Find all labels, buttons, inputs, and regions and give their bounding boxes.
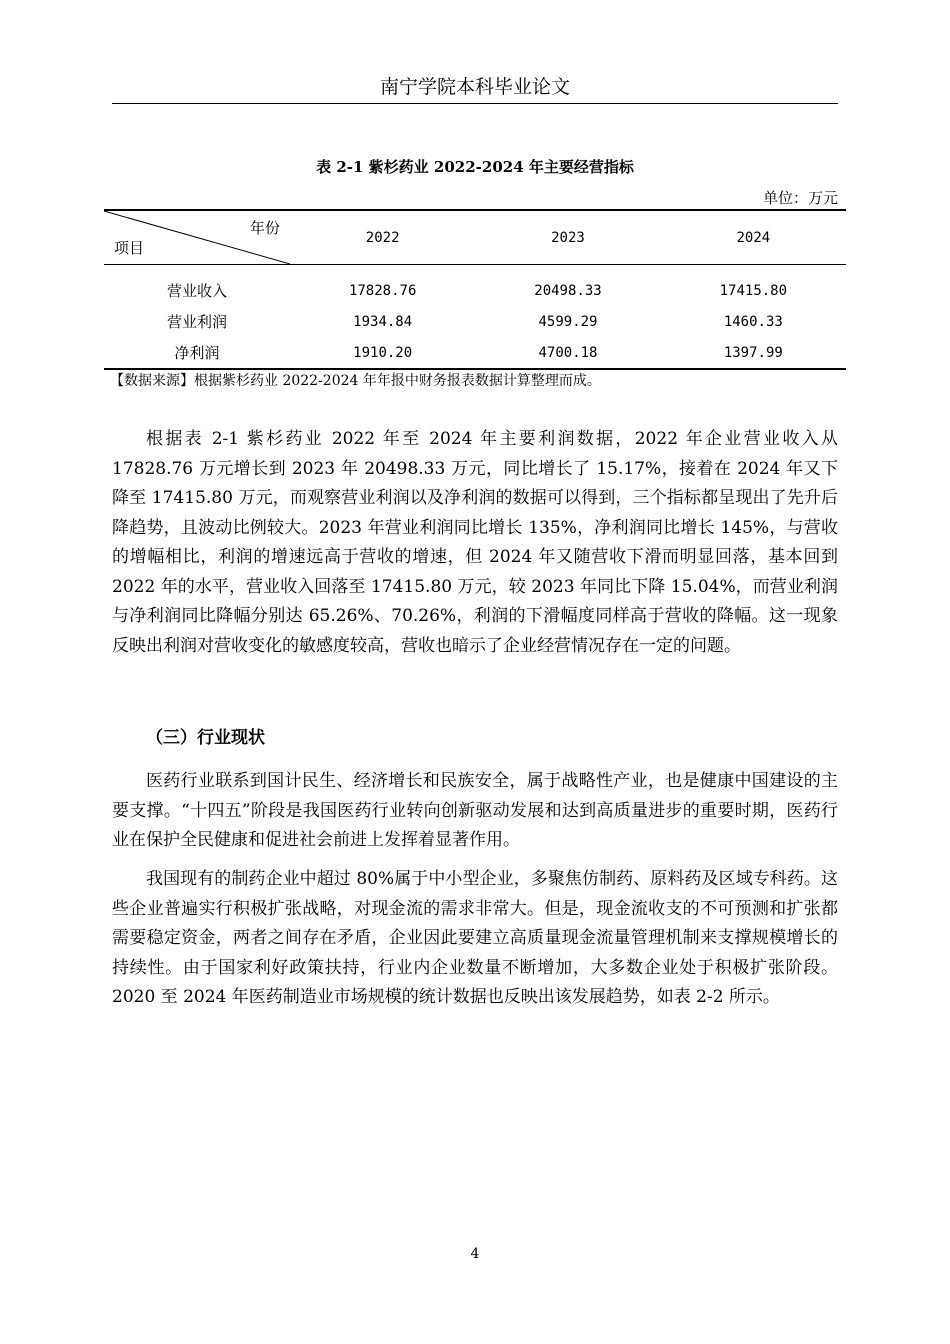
table-cell: 17828.76 — [348, 282, 417, 299]
year-header: 2022 — [290, 210, 475, 265]
table-row — [104, 306, 846, 337]
row-label: 营业利润 — [166, 313, 227, 331]
table-header-row — [104, 210, 846, 265]
row-label: 营业收入 — [166, 282, 227, 300]
table-cell: 4599.29 — [538, 313, 598, 330]
body-paragraph: 根据表 2-1 紫杉药业 2022 年至 2024 年主要利润数据，2022 年企业营业收入从 17828.76 万元增长到 2023 年 20498.33 万元，同比增长了 15.17%，接着在 2024 年又下降至 17415.80 万元，而观察营业利润以及净利润的数据可以得到，三个指标都呈现出了先升后降趋势，且波动比例较大。2023 年营业利润同比增长 135%，净利润同比增长 145%，与营收的增幅相比，利润的增速远高于营收的增速，但 2024 年又随营收下滑而明显回落，基本回到 2022 年的水平，营业收入回落至 17415.80 万元，较 2023 年同比下降 15.04%，而营业利润与净利润同比降幅分别达 65.26%、70.26%，利润的下滑幅度同样高于营收的降幅。这一现象反映出利润对营收变化的敏感度较高，营收也暗示了企业经营情况存在一定的问题。 — [112, 429, 838, 656]
table-cell: 4700.18 — [475, 337, 660, 369]
table-cell: 1934.84 — [353, 313, 413, 330]
year-header: 2023 — [475, 210, 660, 265]
table-caption: 表 2-1 紫杉药业 2022-2024 年主要经营指标 — [316, 158, 634, 176]
row-label: 净利润 — [104, 337, 290, 369]
body-paragraph: 医药行业联系到国计民生、经济增长和民族安全，属于战略性产业，也是健康中国建设的主要支撑。“十四五”阶段是我国医药行业转向创新驱动发展和达到高质量进步的重要时期，医药行业在保护全民健康和促进社会前进上发挥着显著作用。 — [112, 771, 838, 850]
page-number: 4 — [470, 1246, 480, 1262]
corner-year-label: 年份 — [249, 219, 280, 237]
data-source-note: 【数据来源】根据紫杉药业 2022-2024 年年报中财务报表数据计算整理而成。 — [110, 373, 601, 389]
indicator-table — [104, 209, 846, 370]
corner-item-label: 项目 — [114, 239, 145, 257]
table-cell: 1460.33 — [723, 313, 783, 330]
year-header: 2024 — [661, 210, 846, 265]
header-rule — [112, 103, 838, 104]
table-cell: 1397.99 — [661, 337, 846, 369]
body-paragraph: 我国现有的制药企业中超过 80%属于中小型企业，多聚焦仿制药、原料药及区域专科药。这些企业普遍实行积极扩张战略，对现金流的需求非常大。但是，现金流收支的不可预测和扩张都需要稳定资金，两者之间存在矛盾，企业因此要建立高质量现金流量管理机制来支撑规模增长的持续性。由于国家利好政策扶持，行业内企业数量不断增加，大多数企业处于积极扩张阶段。2020 至 2024 年医药制造业市场规模的统计数据也反映出该发展趋势，如表 2-2 所示。 — [112, 869, 838, 1007]
table-cell: 20498.33 — [534, 282, 602, 299]
section-heading: （三）行业现状 — [146, 728, 265, 748]
table-unit: 单位：万元 — [762, 189, 838, 207]
table-row — [104, 337, 846, 369]
table-cell: 1910.20 — [290, 337, 475, 369]
page-header: 南宁学院本科毕业论文 — [379, 76, 570, 98]
diagonal-header-cell — [104, 210, 290, 265]
table-cell: 17415.80 — [719, 282, 788, 299]
table-row — [104, 265, 846, 307]
